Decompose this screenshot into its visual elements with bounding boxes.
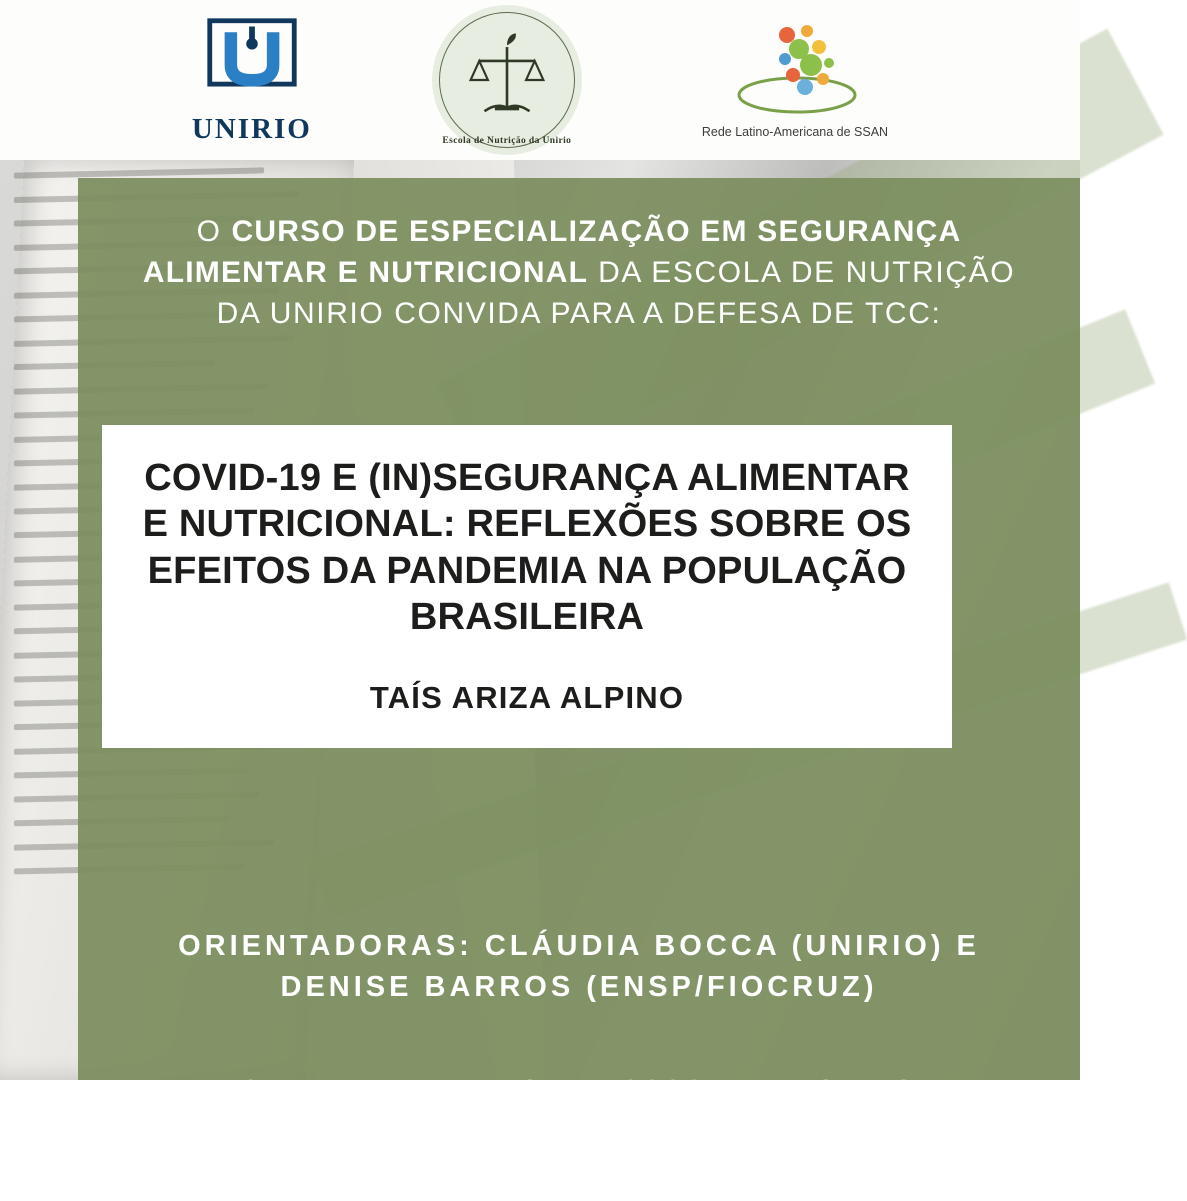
- advisors-text: ORIENTADORAS: CLÁUDIA BOCCA (UNIRIO) E DENISE BARROS (ENSP/FIOCRUZ): [178, 930, 980, 1004]
- invitation-prefix: O: [196, 215, 232, 248]
- event-link-label: LINK DE ACESSO:: [404, 1118, 736, 1151]
- rede-latino-americana-mark-icon: [725, 21, 865, 121]
- event-date: 18 DE DEZEMBRO DE 2020, 14 HORAS: [221, 1075, 919, 1107]
- escola-nutricao-seal: [432, 5, 582, 155]
- thesis-card: [102, 425, 952, 748]
- invitation-text: [78, 178, 1080, 334]
- invitation-suffix: DA ESCOLA DE NUTRIÇÃO DA UNIRIO CONVIDA PARA A DEFESA DE TCC:: [216, 255, 1016, 330]
- event-info: [100, 1070, 1040, 1201]
- escola-nutricao-seal-icon: [432, 5, 582, 155]
- panel-bottom-spacer: [178, 1006, 1058, 1080]
- escola-nutricao-seal-label: Escola de Nutrição da Unirio: [442, 136, 572, 146]
- unirio-mark-icon: [204, 15, 300, 111]
- unirio-logo: [192, 15, 312, 146]
- unirio-logo-label: UNIRIO: [191, 112, 312, 145]
- invitation-course-name: CURSO DE ESPECIALIZAÇÃO EM SEGURANÇA ALIMENTAR E NUTRICIONAL: [142, 215, 962, 289]
- green-panel: [78, 178, 1080, 1194]
- rede-latino-americana-label: Rede Latino-Americana de SSAN: [701, 125, 889, 139]
- logo-strip: [0, 0, 1080, 160]
- thesis-title: COVID-19 E (IN)SEGURANÇA ALIMENTAR E NUTRICIONAL: REFLEXÕES SOBRE OS EFEITOS DA PANDEMIA NA POPULAÇÃO BRASILEIRA: [142, 457, 912, 639]
- thesis-author: TAÍS ARIZA ALPINO: [369, 680, 685, 716]
- event-link[interactable]: MEET.GOOGLE.COM/ZRZ-WSXJ-VOT: [243, 1162, 897, 1194]
- rede-latino-americana-logo: [702, 21, 888, 139]
